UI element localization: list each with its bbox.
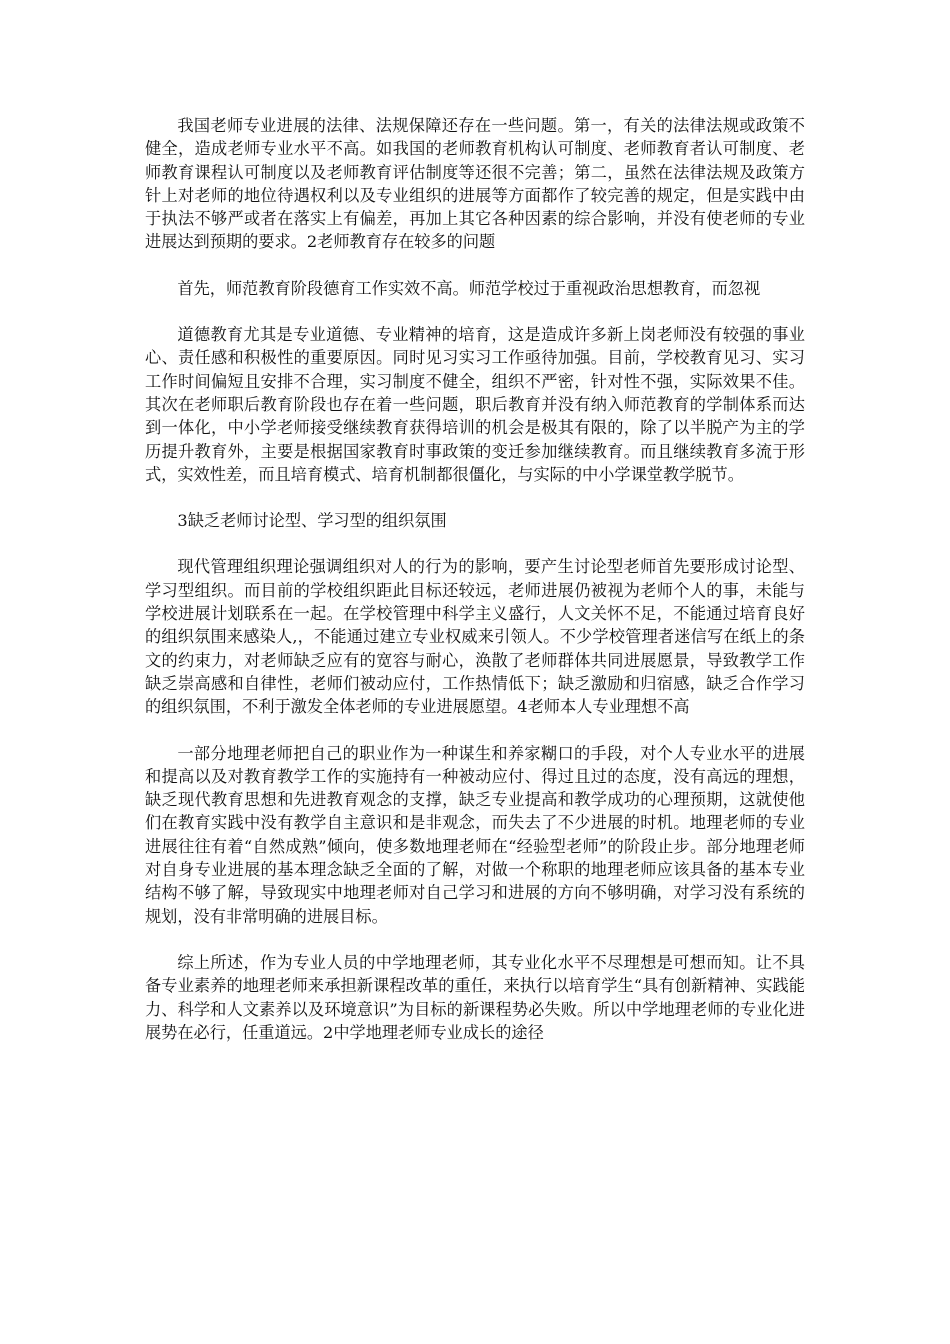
paragraph-professional-ethics: 道德教育尤其是专业道德、专业精神的培育，这是造成许多新上岗老师没有较强的事业心、责任感和积极性的重要原因。同时见习实习工作亟待加强。目前，学校教育见习、实习工作时间偏短且安排不合理，实习制度不健全，组织不严密，针对性不强，实际效果不佳。其次在老师职后教育阶段也存在着一些问题，职后教育并没有纳入师范教育的学制体系而达到一体化，中小学老师接受继续教育获得培训的机会是极其有限的，除了以半脱产为主的学历提升教育外，主要是根据国家教育时事政策的变迁参加继续教育。而且继续教育多流于形式，实效性差，而且培育模式、培育机制都很僵化，与实际的中小学课堂教学脱节。 xyxy=(145,325,805,484)
paragraph-moral-education: 首先，师范教育阶段德育工作实效不高。师范学校过于重视政治思想教育，而忽视 xyxy=(177,278,761,298)
paragraph-organization-theory: 现代管理组织理论强调组织对人的行为的影响，要产生讨论型老师首先要形成讨论型、学习型组织。而目前的学校组织距此目标还较远，老师进展仍被视为老师个人的事，未能与学校进展计划联系在一起。在学校管理中科学主义盛行，人文关怀不足，不能通过培育良好的组织氛围来感染人,，不能通过建立专业权威来引领人。不少学校管理者迷信写在纸上的条文的约束力，对老师缺乏应有的宽容与耐心，涣散了老师群体共同进展愿景，导致教学工作缺乏崇高感和自律性，老师们被动应付，工作热情低下；缺乏激励和归宿感，缺乏合作学习的组织氛围，不利于激发全体老师的专业进展愿望。4老师本人专业理想不高 xyxy=(145,557,805,717)
paragraph-geography-teachers: 一部分地理老师把自己的职业作为一种谋生和养家糊口的手段，对个人专业水平的进展和提高以及对教育教学工作的实施持有一种被动应付、得过且过的态度，没有高远的理想，缺乏现代教育思想和先进教育观念的支撑，缺乏专业提高和教学成功的心理预期，这就使他们在教育实践中没有教学自主意识和是非观念，而失去了不少进展的时机。地理老师的专业进展往往有着“自然成熟”倾向，使多数地理老师在“经验型老师”的阶段止步。部分地理老师对自身专业进展的基本理念缺乏全面的了解，对做一个称职的地理老师应该具备的基本专业结构不够了解，导致现实中地理老师对自己学习和进展的方向不够明确，对学习没有系统的规划，没有非常明确的进展目标。 xyxy=(145,743,805,926)
document-page xyxy=(145,114,805,1067)
paragraph-conclusion: 综上所述，作为专业人员的中学地理老师，其专业化水平不尽理想是可想而知。让不具备专业素养的地理老师来承担新课程改革的重任，来执行以培育学生“具有创新精神、实践能力、科学和人文素养以及环境意识”为目标的新课程势必失败。所以中学地理老师的专业化进展势在必行，任重道远。2中学地理老师专业成长的途径 xyxy=(145,952,805,1042)
paragraph-heading-organization: 3缺乏老师讨论型、学习型的组织氛围 xyxy=(177,511,447,531)
paragraph-legal-issues: 我国老师专业进展的法律、法规保障还存在一些问题。第一，有关的法律法规或政策不健全，造成老师专业水平不高。如我国的老师教育机构认可制度、老师教育者认可制度、老师教育课程认可制度以及老师教育评估制度等还很不完善；第二，虽然在法律法规及政策方针上对老师的地位待遇权利以及专业组织的进展等方面都作了较完善的规定，但是实践中由于执法不够严或者在落实上有偏差，再加上其它各种因素的综合影响，并没有使老师的专业进展达到预期的要求。2老师教育存在较多的问题 xyxy=(145,116,805,252)
